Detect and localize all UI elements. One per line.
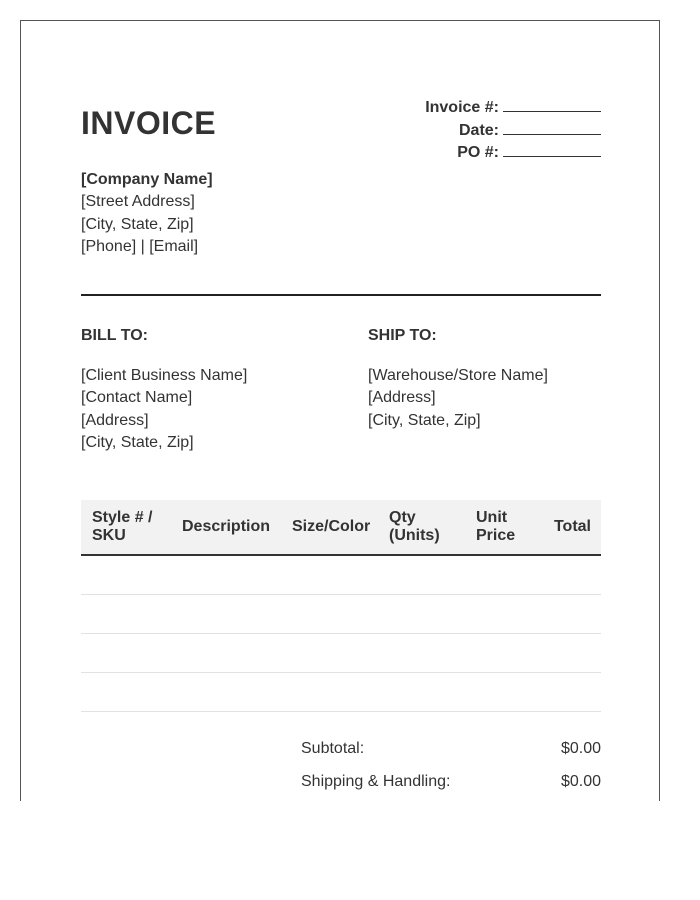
bill-to-block — [81, 326, 247, 454]
shipping-value: $0.00 — [560, 773, 601, 790]
subtotal-value: $0.00 — [560, 740, 601, 757]
invoice-meta — [425, 97, 601, 165]
shipping-label: Shipping & Handling: — [301, 773, 451, 790]
bill-to-line: [Client Business Name] — [81, 367, 248, 384]
items-table-header — [81, 500, 601, 556]
items-table — [81, 500, 601, 712]
totals-block — [301, 738, 601, 804]
subtotal-row — [301, 738, 601, 771]
company-city: [City, State, Zip] — [81, 215, 194, 233]
column-header-unit-price: Unit Price — [476, 509, 516, 544]
bill-to-line: [Contact Name] — [81, 389, 193, 407]
ship-to-block — [368, 326, 548, 432]
ship-to-line: [City, State, Zip] — [368, 411, 481, 429]
ship-to-heading: SHIP TO: — [368, 327, 437, 344]
bill-to-heading: BILL TO: — [81, 327, 148, 344]
bill-to-line: [Address] — [81, 411, 149, 429]
ship-to-line: [Warehouse/Store Name] — [368, 367, 548, 384]
column-header-total: Total — [553, 518, 591, 535]
column-header-sku: Style # / SKU — [92, 509, 153, 544]
company-contact: [Phone] | [Email] — [81, 237, 199, 255]
po-row — [425, 142, 601, 165]
ship-to-line: [Address] — [368, 389, 436, 407]
po-label: PO #: — [457, 144, 499, 161]
invoice-title: INVOICE — [81, 105, 217, 141]
date-blank — [503, 120, 601, 135]
invoice-number-row — [425, 97, 601, 120]
table-row — [81, 673, 601, 712]
column-header-size-color: Size/Color — [292, 518, 371, 535]
invoice-number-blank — [503, 97, 601, 112]
company-name: [Company Name] — [81, 171, 213, 188]
company-street: [Street Address] — [81, 193, 195, 211]
table-row — [81, 634, 601, 673]
date-label: Date: — [458, 121, 499, 139]
date-row — [425, 120, 601, 143]
po-blank — [503, 142, 601, 157]
company-info — [81, 169, 213, 258]
header-divider — [81, 294, 601, 296]
column-header-description: Description — [182, 518, 271, 535]
invoice-number-label: Invoice #: — [425, 99, 499, 116]
table-row — [81, 556, 601, 595]
column-header-qty: Qty (Units) — [389, 509, 440, 544]
subtotal-label: Subtotal: — [301, 740, 365, 757]
bill-to-line: [City, State, Zip] — [81, 433, 194, 451]
shipping-row — [301, 771, 601, 804]
table-row — [81, 595, 601, 634]
